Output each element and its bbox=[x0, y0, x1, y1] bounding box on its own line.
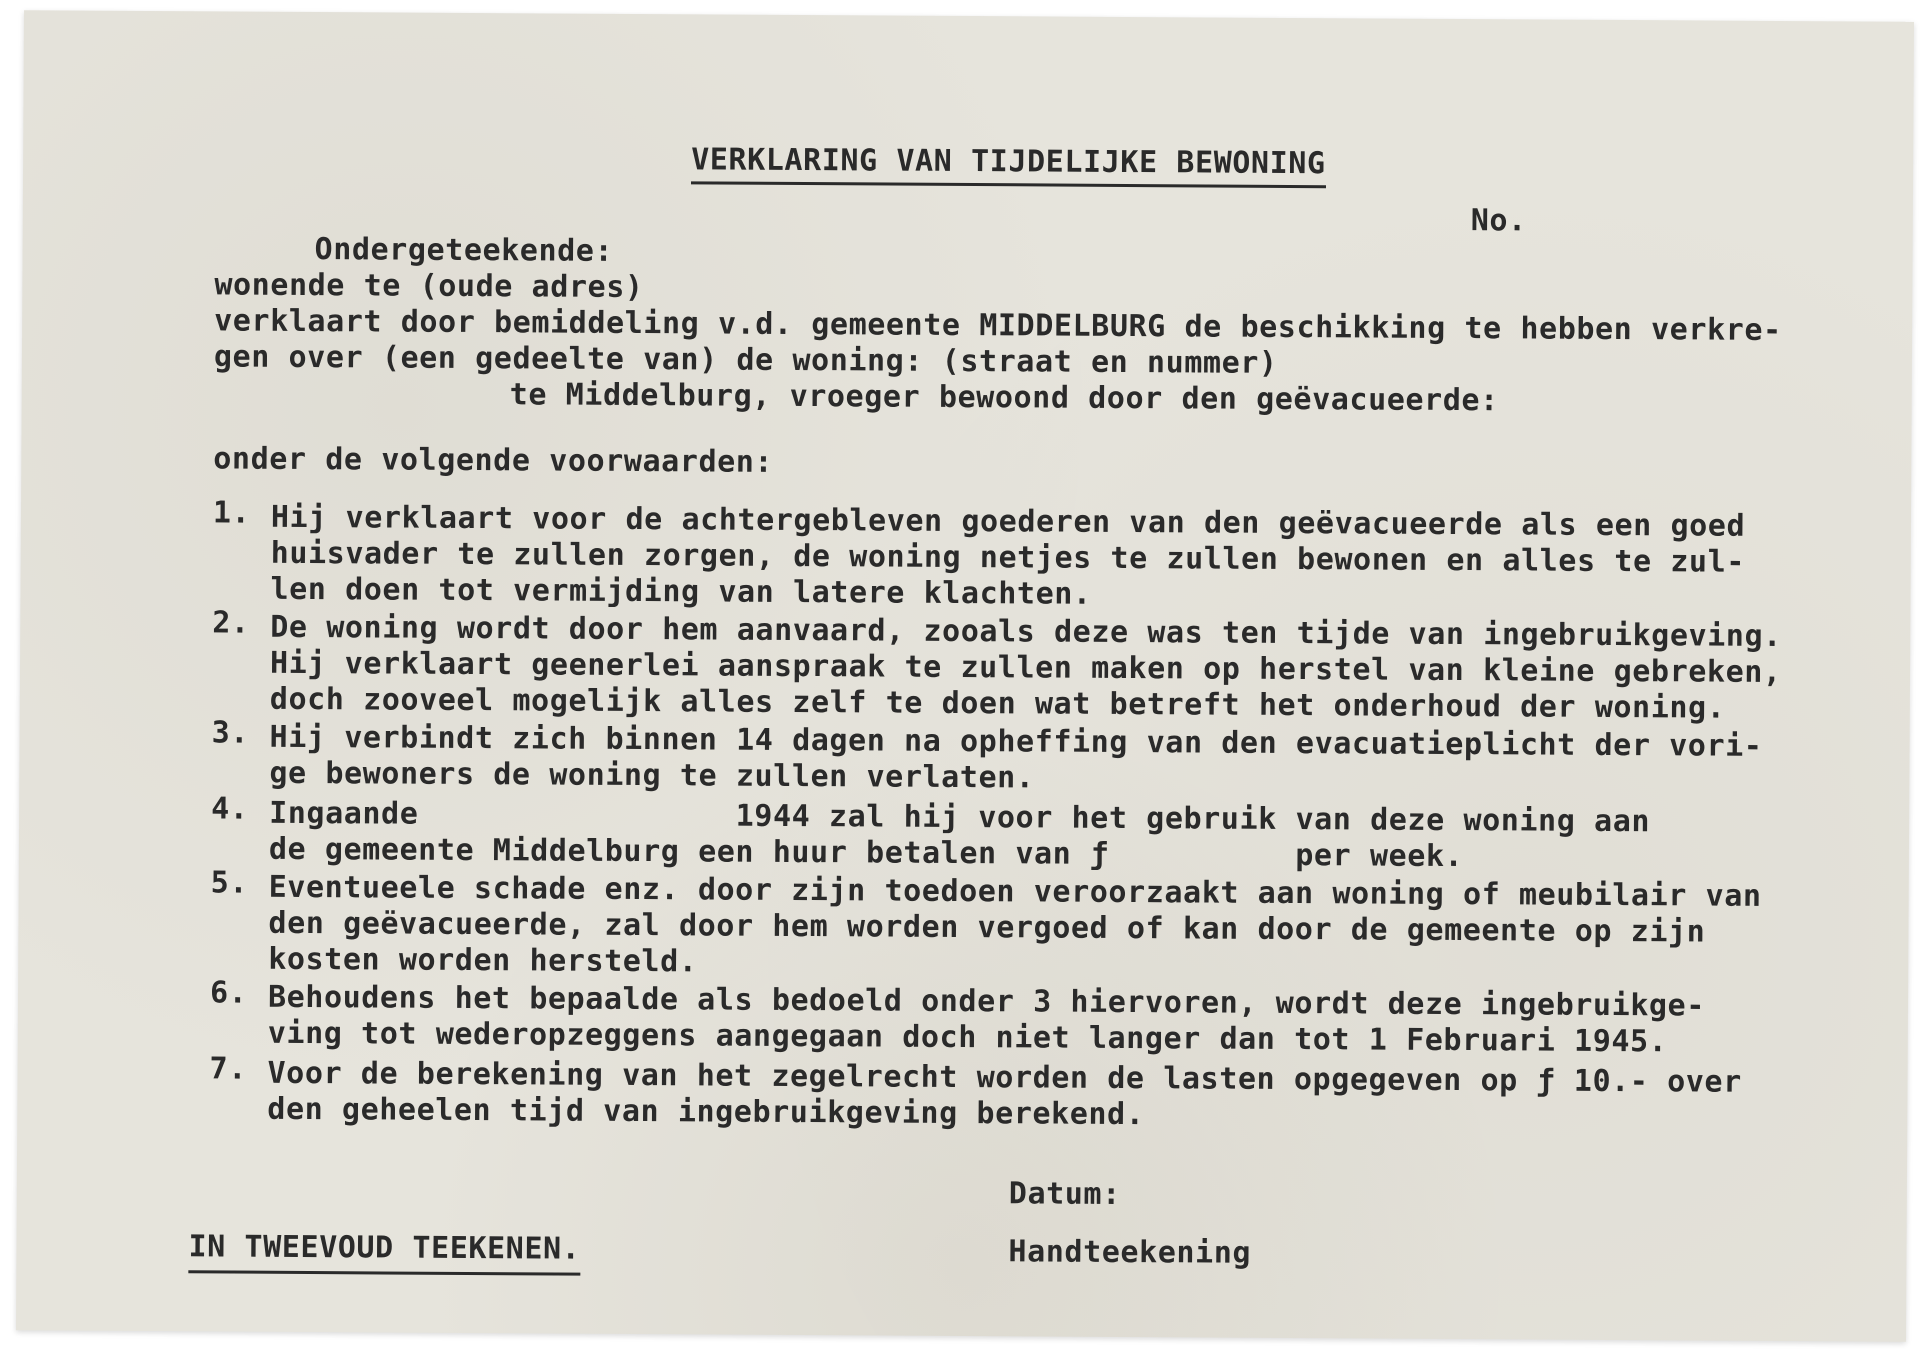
sign-twice-instruction: IN TWEEVOUD TEEKENEN. bbox=[188, 1229, 580, 1275]
intro-line-1: Ondergeteekende: bbox=[314, 232, 614, 269]
item-line: de gemeente Middelburg een huur betalen van ƒ per week. bbox=[268, 831, 1464, 875]
item-number: 1. bbox=[212, 495, 251, 531]
conditions-heading: onder de volgende voorwaarden: bbox=[213, 441, 774, 480]
item-line: ving tot wederopzeggens aangegaan doch niet langer dan tot 1 Februari 1945. bbox=[267, 1015, 1668, 1060]
document-title: VERKLARING VAN TIJDELIJKE BEWONING bbox=[691, 142, 1326, 188]
item-line: Eventueele schade enz. door zijn toedoen veroorzaakt aan woning of meubilair van bbox=[268, 869, 1762, 914]
item-number: 6. bbox=[209, 975, 248, 1011]
item-number: 4. bbox=[211, 791, 249, 827]
date-label: Datum: bbox=[1008, 1176, 1121, 1212]
item-line: Voor de berekening van het zegelrecht worden de lasten opgegeven op ƒ 10.- over bbox=[267, 1055, 1742, 1100]
item-line: Hij verklaart voor de achtergebleven goederen van den geëvacueerde als een goed bbox=[270, 499, 1746, 544]
declaration-document bbox=[16, 10, 1914, 1342]
signature-label: Handteekening bbox=[1008, 1234, 1252, 1271]
intro-line-3: verklaart door bemiddeling v.d. gemeente MIDDELBURG de beschikking te hebben verkre- bbox=[214, 303, 1782, 348]
item-number: 3. bbox=[211, 715, 250, 751]
item-line: Behoudens het bepaalde als bedoeld onder 3 hiervoren, wordt deze ingebruikge- bbox=[267, 979, 1706, 1024]
number-label: No. bbox=[1470, 203, 1527, 239]
item-line: den geheelen tijd van ingebruikgeving berekend. bbox=[267, 1091, 1145, 1133]
item-line: ge bewoners de woning te zullen verlaten. bbox=[269, 755, 1035, 796]
intro-line-2: wonende te (oude adres) bbox=[214, 267, 644, 306]
item-line: den geëvacueerde, zal door hem worden vergoed of kan door de gemeente op zijn bbox=[268, 905, 1706, 950]
intro-line-5: te Middelburg, vroeger bewoond door den geëvacueerde: bbox=[509, 377, 1499, 419]
item-line: len doen tot vermijding van latere klachten. bbox=[270, 571, 1092, 612]
item-line: Hij verklaart geenerlei aanspraak te zullen maken op herstel van kleine gebreken, bbox=[269, 645, 1782, 690]
item-number: 2. bbox=[212, 605, 250, 641]
item-line: kosten worden hersteld. bbox=[268, 941, 698, 980]
item-line: De woning wordt door hem aanvaard, zooals deze was ten tijde van ingebruikgeving. bbox=[270, 609, 1782, 654]
item-line: huisvader te zullen zorgen, de woning netjes te zullen bewonen en alles te zul- bbox=[270, 535, 1746, 580]
item-line: Ingaande 1944 zal hij voor het gebruik van deze woning aan bbox=[269, 795, 1651, 840]
item-number: 5. bbox=[210, 865, 249, 901]
item-number: 7. bbox=[209, 1051, 248, 1087]
document-paper bbox=[16, 10, 1914, 1342]
intro-line-4: gen over (een gedeelte van) de woning: (straat en nummer) bbox=[213, 339, 1278, 381]
item-line: doch zooveel mogelijk alles zelf te doen wat betreft het onderhoud der woning. bbox=[269, 681, 1726, 726]
item-line: Hij verbindt zich binnen 14 dagen na opheffing van den evacuatieplicht der vori- bbox=[269, 719, 1763, 764]
